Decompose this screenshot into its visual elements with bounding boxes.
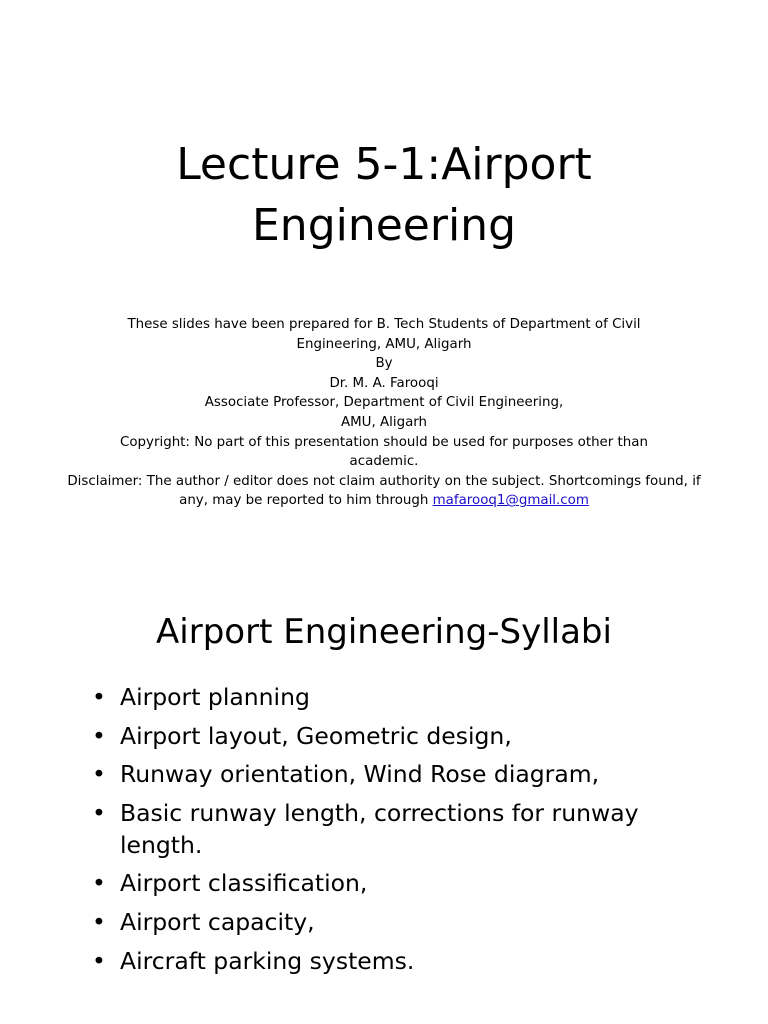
list-item-text: Aircraft parking systems. [120,946,415,975]
list-item [90,868,690,900]
list-item-text: Airport capacity, [120,907,315,936]
list-item [90,682,690,714]
subtitle-line: Copyright: No part of this presentation should be used for purposes other than [120,434,648,450]
list-item [90,798,690,861]
list-item-text: Airport classification, [120,869,368,898]
bullet-icon: • [92,907,106,936]
subtitle-line-text: any, may be reported to him through [179,493,433,509]
bullet-icon: • [92,799,106,828]
email-link[interactable]: mafarooq1@gmail.com [432,493,589,509]
syllabus-list [90,682,690,984]
syllabus-slide [0,580,768,1024]
subtitle-line: Disclaimer: The author / editor does not claim authority on the subject. Shortcomings found, if [67,473,701,489]
bullet-icon: • [92,683,106,711]
list-item-text: Airport planning [120,683,310,711]
subtitle-line-with-email [60,491,708,511]
list-item [90,946,690,978]
list-item-text: Basic runway length, corrections for runway length. [120,799,639,859]
bullet-icon: • [92,869,106,898]
list-item-text: Airport layout, Geometric design, [120,721,512,750]
subtitle-line: Associate Professor, Department of Civil Engineering, [204,395,564,411]
list-item [90,759,690,791]
slide-title [0,134,768,256]
slide-title-line-2: Engineering [252,200,516,251]
subtitle-line: AMU, Aligarh [340,414,428,430]
subtitle-line: These slides have been prepared for B. Tech Students of Department of Civil [127,317,641,332]
slide-title-line-1: Lecture 5-1:Airport [176,139,592,190]
list-item-text: Runway orientation, Wind Rose diagram, [120,760,600,789]
subtitle-line: Engineering, AMU, Aligarh [296,336,472,352]
list-item [90,721,690,753]
bullet-icon: • [92,946,106,975]
slide-subtitle [60,315,708,511]
subtitle-line: Dr. M. A. Farooqi [329,375,439,391]
list-item [90,907,690,939]
bullet-icon: • [92,721,106,750]
subtitle-line: By [375,356,393,372]
syllabus-title: Airport Engineering-Syllabi [156,612,612,652]
subtitle-line: academic. [349,454,419,470]
bullet-icon: • [92,760,106,789]
